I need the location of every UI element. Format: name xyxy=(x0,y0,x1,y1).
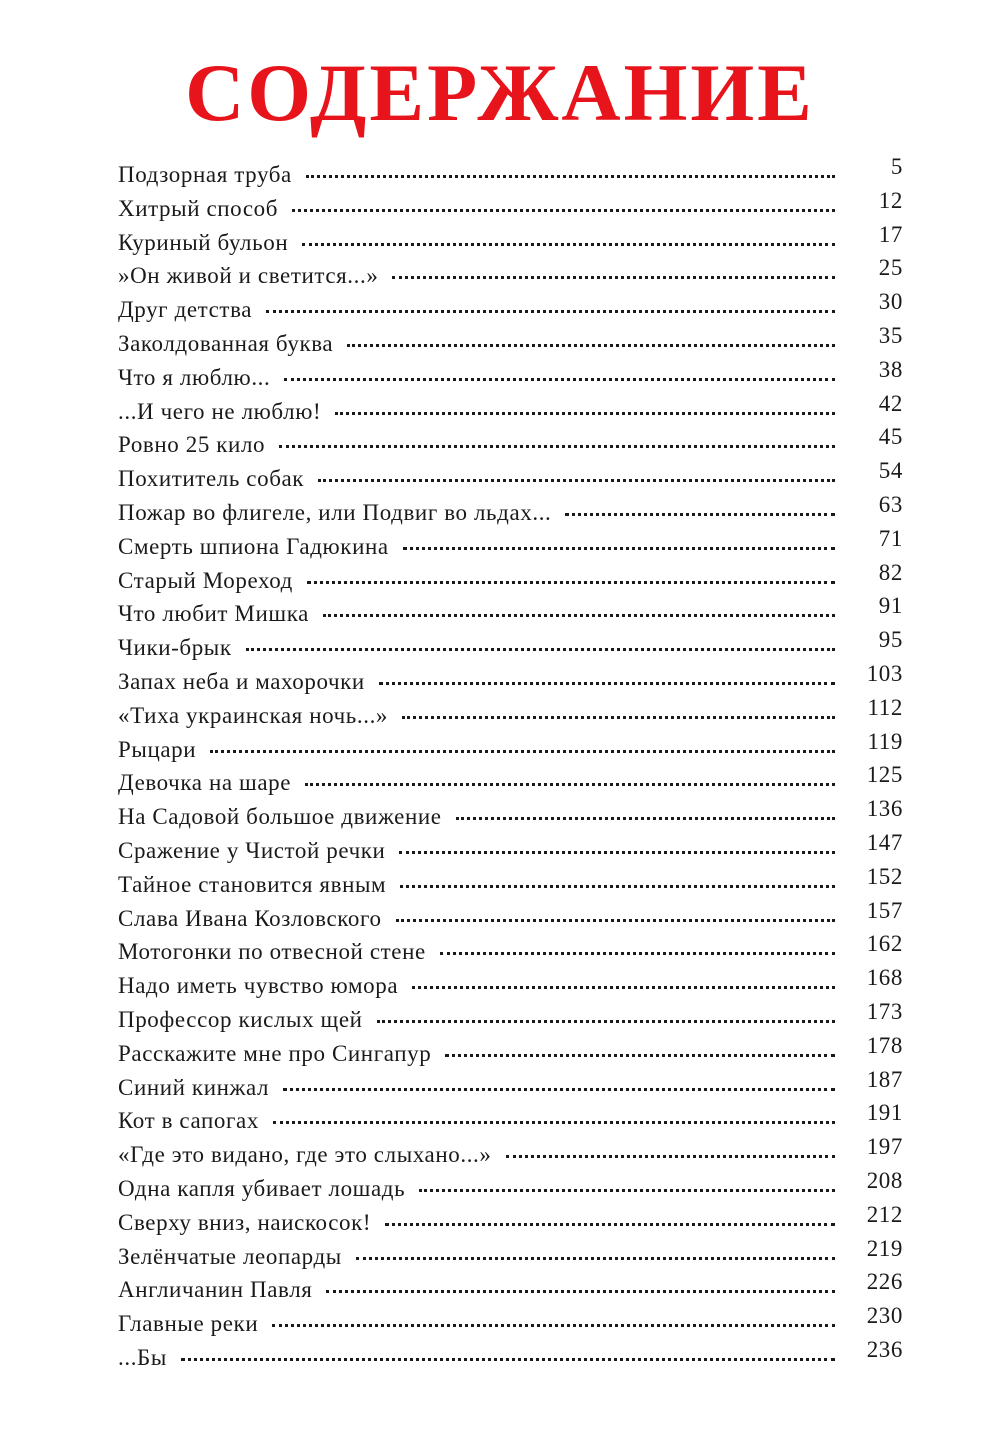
dot-leader xyxy=(445,1054,835,1057)
toc-entry-title: Сражение у Чистой речки xyxy=(118,837,386,863)
dot-leader xyxy=(440,952,835,955)
dot-leader xyxy=(292,209,835,212)
toc-entry-title: Старый Мореход xyxy=(118,567,293,593)
toc-entry-page-number: 42 xyxy=(878,390,903,416)
toc-entry xyxy=(118,1269,903,1311)
toc-entry-page-number: 219 xyxy=(866,1235,903,1261)
toc-entry xyxy=(118,1100,903,1142)
toc-entry-page-number: 157 xyxy=(866,897,903,923)
toc-entry-title: Англичанин Павля xyxy=(118,1277,313,1303)
toc-entry xyxy=(118,322,903,365)
dot-leader xyxy=(402,716,835,719)
dot-leader xyxy=(396,919,835,922)
toc-entry-title: Надо иметь чувство юмора xyxy=(118,973,399,999)
toc-entry xyxy=(118,187,903,230)
dot-leader xyxy=(266,310,835,313)
toc-entry-page-number: 103 xyxy=(866,660,903,686)
toc-entry-title: Расскажите мне про Сингапур xyxy=(118,1040,432,1066)
dot-leader xyxy=(246,648,835,651)
toc-entry-page-number: 5 xyxy=(890,154,903,179)
toc-entry-page-number: 208 xyxy=(866,1167,903,1193)
dot-leader xyxy=(272,1324,835,1327)
toc-entry xyxy=(118,221,903,264)
toc-entry-page-number: 12 xyxy=(878,187,903,213)
toc-entry xyxy=(118,897,903,940)
page-title: СОДЕРЖАНИЕ xyxy=(185,47,815,138)
toc-entry-title: Запах неба и махорочки xyxy=(118,668,365,694)
toc-entry-page-number: 82 xyxy=(878,559,903,585)
dot-leader xyxy=(305,783,835,786)
toc-entry-page-number: 178 xyxy=(866,1032,903,1058)
toc-entry xyxy=(118,796,903,838)
toc-entry-title: Мотогонки по отвесной стене xyxy=(118,939,426,965)
toc-entry-title: Похититель собак xyxy=(118,466,305,492)
toc-entry-page-number: 147 xyxy=(866,829,903,855)
toc-entry-title: Пожар во флигеле, или Подвиг во льдах... xyxy=(118,499,552,525)
toc-entry xyxy=(118,1303,903,1345)
toc-entry-page-number: 197 xyxy=(866,1134,903,1160)
dot-leader xyxy=(419,1189,835,1192)
toc-entry-title: Зелёнчатые леопарды xyxy=(118,1243,342,1269)
toc-entry xyxy=(118,559,903,602)
dot-leader xyxy=(306,175,835,178)
toc-entry xyxy=(118,525,903,568)
dot-leader xyxy=(400,885,835,888)
dot-leader xyxy=(399,851,835,854)
toc-entry xyxy=(118,1167,903,1210)
toc-entry-page-number: 152 xyxy=(866,863,903,889)
toc-entry xyxy=(118,1336,903,1379)
dot-leader xyxy=(283,1088,835,1091)
toc-entry-page-number: 191 xyxy=(866,1100,903,1126)
toc-entry xyxy=(118,1032,903,1075)
toc-entry xyxy=(118,154,903,196)
toc-entry-page-number: 35 xyxy=(878,322,903,348)
toc-entry-page-number: 25 xyxy=(878,255,903,281)
table-of-contents xyxy=(118,154,903,1379)
toc-entry-title: Рыцари xyxy=(118,736,197,762)
toc-entry-page-number: 162 xyxy=(866,931,903,957)
toc-entry-title: Сверху вниз, наискосок! xyxy=(118,1209,372,1235)
toc-entry xyxy=(118,1235,903,1278)
toc-entry-page-number: 168 xyxy=(866,965,903,991)
toc-entry-title: Одна капля убивает лошадь xyxy=(118,1175,406,1201)
toc-entry-page-number: 91 xyxy=(878,593,903,619)
toc-entry xyxy=(118,829,903,872)
dot-leader xyxy=(385,1223,835,1226)
toc-entry xyxy=(118,627,903,669)
toc-entry-title: »Он живой и светится...» xyxy=(118,263,379,289)
dot-leader xyxy=(506,1155,835,1158)
toc-entry xyxy=(118,424,903,466)
toc-entry-title: На Садовой большое движение xyxy=(118,804,442,830)
toc-entry xyxy=(118,593,903,635)
toc-entry-page-number: 71 xyxy=(878,525,903,551)
toc-entry-title: Чики-брык xyxy=(118,635,232,661)
dot-leader xyxy=(356,1257,835,1260)
toc-entry-page-number: 119 xyxy=(867,728,903,754)
toc-entry xyxy=(118,458,903,500)
toc-entry xyxy=(118,965,903,1007)
toc-entry-page-number: 236 xyxy=(866,1336,903,1362)
toc-entry-title: Заколдованная буква xyxy=(118,330,334,356)
toc-entry-page-number: 187 xyxy=(866,1066,903,1092)
dot-leader xyxy=(181,1358,835,1361)
toc-entry xyxy=(118,762,903,804)
dot-leader xyxy=(347,344,835,347)
toc-entry-page-number: 54 xyxy=(878,458,903,484)
toc-entry-page-number: 226 xyxy=(866,1269,903,1295)
toc-entry-page-number: 95 xyxy=(878,627,903,653)
toc-entry-page-number: 45 xyxy=(878,424,903,450)
toc-entry-title: Кот в сапогах xyxy=(118,1108,259,1134)
toc-entry-title: Смерть шпиона Гадюкина xyxy=(118,533,389,559)
toc-entry xyxy=(118,694,903,737)
toc-entry xyxy=(118,660,903,703)
toc-entry-page-number: 173 xyxy=(866,998,903,1024)
toc-entry-title: Слава Ивана Козловского xyxy=(118,905,382,931)
toc-entry-title: Что я люблю... xyxy=(118,364,271,390)
toc-entry-page-number: 38 xyxy=(878,356,903,382)
toc-entry-title: «Где это видано, где это слыхано...» xyxy=(118,1142,492,1168)
dot-leader xyxy=(392,276,835,279)
toc-entry-title: Девочка на шаре xyxy=(118,770,292,796)
toc-entry xyxy=(118,491,903,534)
toc-entry-page-number: 112 xyxy=(867,694,903,720)
dot-leader xyxy=(318,479,835,482)
dot-leader xyxy=(210,750,835,753)
toc-entry xyxy=(118,289,903,331)
toc-entry-page-number: 136 xyxy=(866,796,903,822)
toc-entry xyxy=(118,863,903,906)
toc-entry-title: Тайное становится явным xyxy=(118,871,387,897)
toc-entry-title: Что любит Мишка xyxy=(118,601,309,627)
toc-entry xyxy=(118,998,903,1041)
toc-entry-title: ...И чего не люблю! xyxy=(118,398,322,424)
toc-entry xyxy=(118,1134,903,1176)
toc-entry xyxy=(118,728,903,771)
toc-entry-page-number: 63 xyxy=(878,491,903,517)
toc-entry-title: Подзорная труба xyxy=(118,162,292,187)
toc-entry-title: ...Бы xyxy=(118,1344,167,1370)
toc-entry-title: Куриный бульон xyxy=(118,229,289,255)
toc-entry xyxy=(118,1066,903,1109)
toc-entry-title: «Тиха украинская ночь...» xyxy=(118,702,389,728)
toc-entry-page-number: 30 xyxy=(878,289,903,315)
toc-entry xyxy=(118,390,903,433)
dot-leader xyxy=(412,986,835,989)
dot-leader xyxy=(284,378,835,381)
toc-entry-page-number: 125 xyxy=(866,762,903,788)
dot-leader xyxy=(302,243,835,246)
dot-leader xyxy=(335,412,835,415)
dot-leader xyxy=(456,817,835,820)
dot-leader xyxy=(323,614,835,617)
dot-leader xyxy=(565,513,835,516)
dot-leader xyxy=(273,1121,835,1124)
toc-entry xyxy=(118,931,903,973)
toc-entry-title: Друг детства xyxy=(118,297,253,323)
toc-entry-title: Профессор кислых щей xyxy=(118,1006,363,1032)
dot-leader xyxy=(379,682,835,685)
toc-entry-title: Главные реки xyxy=(118,1311,259,1337)
dot-leader xyxy=(307,581,835,584)
toc-entry xyxy=(118,255,903,297)
toc-entry xyxy=(118,1201,903,1244)
dot-leader xyxy=(377,1020,835,1023)
toc-entry-page-number: 17 xyxy=(878,221,903,247)
toc-entry-title: Хитрый способ xyxy=(118,195,279,221)
toc-entry-title: Ровно 25 кило xyxy=(118,432,266,458)
dot-leader xyxy=(403,547,835,550)
toc-entry-page-number: 212 xyxy=(866,1201,903,1227)
dot-leader xyxy=(326,1290,835,1293)
toc-entry xyxy=(118,356,903,399)
toc-entry-page-number: 230 xyxy=(866,1303,903,1329)
toc-entry-title: Синий кинжал xyxy=(118,1074,270,1100)
dot-leader xyxy=(279,445,835,448)
